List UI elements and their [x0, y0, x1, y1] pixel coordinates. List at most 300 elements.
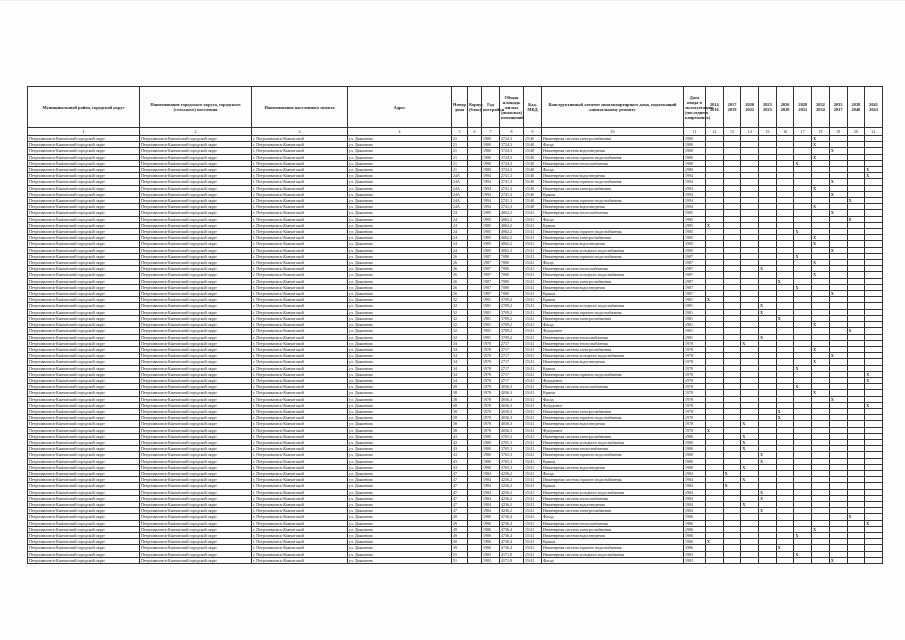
code-cell: 15/41: [524, 508, 542, 514]
year-cell: 1980: [482, 452, 500, 458]
period-cell: Х: [794, 533, 812, 539]
date-cell: 1980: [684, 160, 706, 166]
year-cell: 1980: [482, 167, 500, 173]
house-cell: 24А: [452, 204, 468, 210]
locality-cell: г. Петропавловск-Камчатский: [252, 328, 348, 334]
district-cell: Петропавловск-Камчатский городской округ: [28, 520, 140, 526]
settlement-cell: Петропавловск-Камчатский городской округ: [140, 384, 252, 390]
locality-cell: г. Петропавловск-Камчатский: [252, 384, 348, 390]
code-cell: 15/41: [524, 241, 542, 247]
locality-cell: г. Петропавловск-Камчатский: [252, 191, 348, 197]
house-cell: 38: [452, 402, 468, 408]
code-cell: 15/41: [524, 384, 542, 390]
district-cell: Петропавловск-Камчатский городской округ: [28, 216, 140, 222]
code-cell: 15/41: [524, 483, 542, 489]
district-cell: Петропавловск-Камчатский городской округ: [28, 315, 140, 321]
table-header: [28, 87, 883, 136]
date-cell: 1980: [684, 446, 706, 452]
area-cell: 3724,3: [500, 148, 524, 154]
period-cell: [865, 557, 883, 563]
settlement-cell: Петропавловск-Камчатский городской округ: [140, 154, 252, 160]
code-cell: 15/41: [524, 222, 542, 228]
column-header-12: 2014 2016: [706, 87, 724, 128]
locality-cell: г. Петропавловск-Камчатский: [252, 452, 348, 458]
period-cell: Х: [723, 470, 741, 476]
code-cell: 15/41: [524, 371, 542, 377]
area-cell: 3709,2: [500, 309, 524, 315]
code-cell: 15/41: [524, 489, 542, 495]
date-cell: 1978: [684, 402, 706, 408]
code-cell: 15/41: [524, 322, 542, 328]
code-cell: 15/40: [524, 191, 542, 197]
column-number-13: 13: [723, 128, 741, 136]
column-number-20: 20: [847, 128, 865, 136]
period-cell: Х: [741, 501, 759, 507]
period-cell: Х: [829, 148, 847, 154]
code-cell: 15/41: [524, 359, 542, 365]
street-cell: ул. Дьяконова: [348, 160, 452, 166]
year-cell: 1984: [482, 501, 500, 507]
street-cell: ул. Дьяконова: [348, 545, 452, 551]
area-cell: 2717: [500, 359, 524, 365]
period-cell: Х: [706, 297, 724, 303]
year-cell: 1978: [482, 371, 500, 377]
date-cell: 1981: [684, 328, 706, 334]
area-cell: 4062,2: [500, 222, 524, 228]
area-cell: 4171,8: [500, 551, 524, 557]
period-cell: Х: [759, 452, 777, 458]
element-cell: Инженерная система водоотведения: [542, 148, 684, 154]
code-cell: 15/41: [524, 464, 542, 470]
locality-cell: г. Петропавловск-Камчатский: [252, 346, 348, 352]
settlement-cell: Петропавловск-Камчатский городской округ: [140, 334, 252, 340]
street-cell: ул. Дьяконова: [348, 470, 452, 476]
period-cell: Х: [759, 309, 777, 315]
code-cell: 15/40: [524, 160, 542, 166]
settlement-cell: Петропавловск-Камчатский городской округ: [140, 204, 252, 210]
settlement-cell: Петропавловск-Камчатский городской округ: [140, 557, 252, 563]
year-cell: 1980: [482, 458, 500, 464]
year-cell: 1980: [482, 154, 500, 160]
date-cell: 1987: [684, 260, 706, 266]
settlement-cell: Петропавловск-Камчатский городской округ: [140, 390, 252, 396]
year-cell: 1978: [482, 396, 500, 402]
street-cell: ул. Дьяконова: [348, 309, 452, 315]
district-cell: Петропавловск-Камчатский городской округ: [28, 247, 140, 253]
element-cell: Крыша: [542, 390, 684, 396]
district-cell: Петропавловск-Камчатский городской округ: [28, 148, 140, 154]
period-cell: Х: [812, 235, 830, 241]
period-cell: Х: [829, 191, 847, 197]
period-cell: Х: [794, 160, 812, 166]
code-cell: 15/40: [524, 154, 542, 160]
locality-cell: г. Петропавловск-Камчатский: [252, 148, 348, 154]
element-cell: Инженерная система теплоснабжения: [542, 384, 684, 390]
locality-cell: г. Петропавловск-Камчатский: [252, 142, 348, 148]
house-cell: 24: [452, 229, 468, 235]
period-cell: Х: [812, 241, 830, 247]
district-cell: Петропавловск-Камчатский городской округ: [28, 483, 140, 489]
date-cell: 1985: [684, 229, 706, 235]
year-cell: 1978: [482, 340, 500, 346]
house-cell: 34: [452, 346, 468, 352]
year-cell: 1987: [482, 284, 500, 290]
period-cell: Х: [794, 551, 812, 557]
code-cell: 15/41: [524, 346, 542, 352]
settlement-cell: Петропавловск-Камчатский городской округ: [140, 477, 252, 483]
element-cell: Крыша: [542, 291, 684, 297]
district-cell: Петропавловск-Камчатский городской округ: [28, 235, 140, 241]
street-cell: ул. Дьяконова: [348, 446, 452, 452]
code-cell: 15/41: [524, 229, 542, 235]
locality-cell: г. Петропавловск-Камчатский: [252, 222, 348, 228]
period-cell: Х: [706, 539, 724, 545]
date-cell: 1978: [684, 365, 706, 371]
street-cell: ул. Дьяконова: [348, 334, 452, 340]
area-cell: 4236,2: [500, 495, 524, 501]
locality-cell: г. Петропавловск-Камчатский: [252, 402, 348, 408]
house-cell: 24: [452, 241, 468, 247]
date-cell: 1981: [684, 303, 706, 309]
street-cell: ул. Дьяконова: [348, 247, 452, 253]
locality-cell: г. Петропавловск-Камчатский: [252, 539, 348, 545]
locality-cell: г. Петропавловск-Камчатский: [252, 253, 348, 259]
locality-cell: г. Петропавловск-Камчатский: [252, 204, 348, 210]
district-cell: Петропавловск-Камчатский городской округ: [28, 359, 140, 365]
date-cell: 1981: [684, 297, 706, 303]
area-cell: 2741,3: [500, 198, 524, 204]
period-cell: Х: [812, 142, 830, 148]
district-cell: Петропавловск-Камчатский городской округ: [28, 377, 140, 383]
year-cell: 1994: [482, 191, 500, 197]
settlement-cell: Петропавловск-Камчатский городской округ: [140, 377, 252, 383]
street-cell: ул. Дьяконова: [348, 421, 452, 427]
settlement-cell: Петропавловск-Камчатский городской округ: [140, 508, 252, 514]
settlement-cell: Петропавловск-Камчатский городской округ: [140, 533, 252, 539]
year-cell: 1987: [482, 266, 500, 272]
code-cell: 15/41: [524, 421, 542, 427]
code-cell: 15/41: [524, 446, 542, 452]
house-cell: 38: [452, 390, 468, 396]
date-cell: 1984: [684, 508, 706, 514]
period-cell: [759, 557, 777, 563]
area-cell: 2741,3: [500, 185, 524, 191]
period-cell: Х: [776, 408, 794, 414]
column-header-20: 2038 2040: [847, 87, 865, 128]
area-cell: 3709,2: [500, 303, 524, 309]
date-cell: 1980: [684, 167, 706, 173]
period-cell: Х: [794, 284, 812, 290]
code-cell: 15/41: [524, 533, 542, 539]
district-cell: Петропавловск-Камчатский городской округ: [28, 408, 140, 414]
year-cell: 1978: [482, 359, 500, 365]
area-cell: 4062,2: [500, 216, 524, 222]
house-cell: 47: [452, 477, 468, 483]
settlement-cell: Петропавловск-Камчатский городской округ: [140, 198, 252, 204]
locality-cell: г. Петропавловск-Камчатский: [252, 396, 348, 402]
year-cell: 1978: [482, 365, 500, 371]
area-cell: 4062,2: [500, 247, 524, 253]
street-cell: ул. Дьяконова: [348, 222, 452, 228]
street-cell: ул. Дьяконова: [348, 303, 452, 309]
house-cell: 26: [452, 253, 468, 259]
district-cell: Петропавловск-Камчатский городской округ: [28, 421, 140, 427]
settlement-cell: Петропавловск-Камчатский городской округ: [140, 167, 252, 173]
house-cell: 24: [452, 210, 468, 216]
code-cell: 15/41: [524, 501, 542, 507]
street-cell: ул. Дьяконова: [348, 408, 452, 414]
street-cell: ул. Дьяконова: [348, 253, 452, 259]
house-cell: 26: [452, 291, 468, 297]
settlement-cell: Петропавловск-Камчатский городской округ: [140, 284, 252, 290]
street-cell: ул. Дьяконова: [348, 501, 452, 507]
district-cell: Петропавловск-Камчатский городской округ: [28, 551, 140, 557]
code-cell: 15/41: [524, 315, 542, 321]
year-cell: 1981: [482, 322, 500, 328]
street-cell: ул. Дьяконова: [348, 154, 452, 160]
year-cell: 1987: [482, 272, 500, 278]
settlement-cell: Петропавловск-Камчатский городской округ: [140, 272, 252, 278]
area-cell: 2717: [500, 377, 524, 383]
year-cell: 1983: [482, 557, 500, 563]
code-cell: 15/41: [524, 402, 542, 408]
period-cell: Х: [759, 489, 777, 495]
code-cell: 15/41: [524, 477, 542, 483]
district-cell: Петропавловск-Камчатский городской округ: [28, 297, 140, 303]
locality-cell: г. Петропавловск-Камчатский: [252, 173, 348, 179]
settlement-cell: Петропавловск-Камчатский городской округ: [140, 396, 252, 402]
column-header-17: 2029 2031: [794, 87, 812, 128]
date-cell: 1980: [684, 154, 706, 160]
period-cell: Х: [741, 464, 759, 470]
date-cell: 1984: [684, 489, 706, 495]
period-cell: Х: [759, 508, 777, 514]
code-cell: 15/40: [524, 167, 542, 173]
area-cell: 4036,3: [500, 421, 524, 427]
district-cell: Петропавловск-Камчатский городской округ: [28, 278, 140, 284]
date-cell: 1986: [684, 526, 706, 532]
locality-cell: г. Петропавловск-Камчатский: [252, 520, 348, 526]
code-cell: 15/41: [524, 377, 542, 383]
element-cell: Инженерная система водоотведения: [542, 501, 684, 507]
area-cell: 3765,3: [500, 464, 524, 470]
column-number-10: 10: [542, 128, 684, 136]
street-cell: ул. Дьяконова: [348, 427, 452, 433]
district-cell: Петропавловск-Камчатский городской округ: [28, 464, 140, 470]
house-cell: 38: [452, 415, 468, 421]
date-cell: 1985: [684, 235, 706, 241]
element-cell: Инженерная система горячего водоснабжения: [542, 309, 684, 315]
column-number-2: 2: [140, 128, 252, 136]
locality-cell: г. Петропавловск-Камчатский: [252, 533, 348, 539]
house-cell: 34: [452, 371, 468, 377]
area-cell: 3765,3: [500, 446, 524, 452]
area-cell: 3724,3: [500, 167, 524, 173]
house-cell: 26: [452, 278, 468, 284]
column-header-14: 2020 2022: [741, 87, 759, 128]
year-cell: 1981: [482, 303, 500, 309]
period-cell: Х: [794, 253, 812, 259]
locality-cell: г. Петропавловск-Камчатский: [252, 464, 348, 470]
code-cell: 15/41: [524, 334, 542, 340]
street-cell: ул. Дьяконова: [348, 284, 452, 290]
area-cell: 4236,2: [500, 489, 524, 495]
capital-repair-table: [27, 86, 883, 564]
column-number-7: 7: [482, 128, 500, 136]
date-cell: 1980: [684, 464, 706, 470]
element-cell: Фасад: [542, 167, 684, 173]
date-cell: 1981: [684, 322, 706, 328]
date-cell: 1978: [684, 359, 706, 365]
area-cell: 2717: [500, 340, 524, 346]
year-cell: 1994: [482, 204, 500, 210]
date-cell: 1994: [684, 179, 706, 185]
district-cell: Петропавловск-Камчатский городской округ: [28, 439, 140, 445]
code-cell: 15/41: [524, 284, 542, 290]
settlement-cell: Петропавловск-Камчатский городской округ: [140, 160, 252, 166]
street-cell: ул. Дьяконова: [348, 514, 452, 520]
element-cell: Инженерная система горячего водоснабжения: [542, 229, 684, 235]
code-cell: 15/41: [524, 458, 542, 464]
date-cell: 1987: [684, 291, 706, 297]
date-cell: 1983: [684, 557, 706, 563]
code-cell: 15/41: [524, 260, 542, 266]
element-cell: Крыша: [542, 191, 684, 197]
house-cell: 24: [452, 216, 468, 222]
element-cell: Фасад: [542, 322, 684, 328]
year-cell: 1985: [482, 247, 500, 253]
district-cell: Петропавловск-Камчатский городской округ: [28, 229, 140, 235]
element-cell: Инженерная система водоотведения: [542, 241, 684, 247]
column-number-4: 4: [348, 128, 452, 136]
date-cell: 1994: [684, 198, 706, 204]
area-cell: 4036,3: [500, 402, 524, 408]
area-cell: 4036,3: [500, 408, 524, 414]
column-header-7: Год постройки: [482, 87, 500, 128]
settlement-cell: Петропавловск-Камчатский городской округ: [140, 297, 252, 303]
element-cell: Фасад: [542, 260, 684, 266]
date-cell: 1978: [684, 390, 706, 396]
locality-cell: г. Петропавловск-Камчатский: [252, 421, 348, 427]
element-cell: Фасад: [542, 557, 684, 563]
district-cell: Петропавловск-Камчатский городской округ: [28, 284, 140, 290]
settlement-cell: Петропавловск-Камчатский городской округ: [140, 483, 252, 489]
element-cell: Инженерная система электроснабжения: [542, 346, 684, 352]
element-cell: Инженерная система горячего водоснабжения: [542, 545, 684, 551]
code-cell: 15/41: [524, 520, 542, 526]
locality-cell: г. Петропавловск-Камчатский: [252, 415, 348, 421]
date-cell: 1980: [684, 452, 706, 458]
settlement-cell: Петропавловск-Камчатский городской округ: [140, 142, 252, 148]
element-cell: Инженерная система водоотведения: [542, 533, 684, 539]
area-cell: 4736,4: [500, 545, 524, 551]
house-cell: 38: [452, 396, 468, 402]
code-cell: 15/40: [524, 148, 542, 154]
settlement-cell: Петропавловск-Камчатский городской округ: [140, 185, 252, 191]
element-cell: Крыша: [542, 483, 684, 489]
locality-cell: г. Петропавловск-Камчатский: [252, 433, 348, 439]
house-cell: 51: [452, 557, 468, 563]
area-cell: 7080: [500, 253, 524, 259]
code-cell: 15/41: [524, 452, 542, 458]
district-cell: Петропавловск-Камчатский городской округ: [28, 309, 140, 315]
element-cell: Инженерная система водоотведения: [542, 204, 684, 210]
column-header-3: Наименование населенного пункта: [252, 87, 348, 128]
district-cell: Петропавловск-Камчатский городской округ: [28, 526, 140, 532]
house-cell: 26: [452, 260, 468, 266]
district-cell: Петропавловск-Камчатский городской округ: [28, 458, 140, 464]
district-cell: Петропавловск-Камчатский городской округ: [28, 501, 140, 507]
locality-cell: г. Петропавловск-Камчатский: [252, 495, 348, 501]
element-cell: Инженерная система холодного водоснабжения: [542, 489, 684, 495]
house-cell: 32: [452, 322, 468, 328]
column-number-16: 16: [776, 128, 794, 136]
locality-cell: г. Петропавловск-Камчатский: [252, 235, 348, 241]
column-header-11: Дата ввода в эксплуатацию (последнего капремонта): [684, 87, 706, 128]
locality-cell: г. Петропавловск-Камчатский: [252, 167, 348, 173]
house-cell: 34: [452, 365, 468, 371]
column-number-9: 9: [524, 128, 542, 136]
area-cell: 2717: [500, 353, 524, 359]
area-cell: 3765,3: [500, 439, 524, 445]
year-cell: 1978: [482, 415, 500, 421]
code-cell: 15/41: [524, 415, 542, 421]
area-cell: 4062,2: [500, 241, 524, 247]
street-cell: ул. Дьяконова: [348, 346, 452, 352]
settlement-cell: Петропавловск-Камчатский городской округ: [140, 514, 252, 520]
settlement-cell: Петропавловск-Камчатский городской округ: [140, 539, 252, 545]
code-cell: 15/40: [524, 198, 542, 204]
date-cell: 1994: [684, 204, 706, 210]
year-cell: 1978: [482, 402, 500, 408]
period-cell: Х: [741, 446, 759, 452]
date-cell: 1978: [684, 427, 706, 433]
period-cell: Х: [812, 526, 830, 532]
element-cell: Инженерная система водоотведения: [542, 359, 684, 365]
year-cell: 1980: [482, 464, 500, 470]
locality-cell: г. Петропавловск-Камчатский: [252, 291, 348, 297]
area-cell: 3709,2: [500, 322, 524, 328]
area-cell: 4036,3: [500, 396, 524, 402]
period-cell: Х: [776, 315, 794, 321]
date-cell: 1981: [684, 315, 706, 321]
year-cell: 1984: [482, 483, 500, 489]
locality-cell: г. Петропавловск-Камчатский: [252, 526, 348, 532]
code-cell: 15/41: [524, 328, 542, 334]
locality-cell: г. Петропавловск-Камчатский: [252, 266, 348, 272]
date-cell: 1980: [684, 142, 706, 148]
locality-cell: г. Петропавловск-Камчатский: [252, 315, 348, 321]
element-cell: Крыша: [542, 539, 684, 545]
locality-cell: г. Петропавловск-Камчатский: [252, 297, 348, 303]
street-cell: ул. Дьяконова: [348, 167, 452, 173]
year-cell: 1984: [482, 489, 500, 495]
column-header-18: 2032 2034: [812, 87, 830, 128]
year-cell: 1986: [482, 545, 500, 551]
area-cell: 4236,2: [500, 470, 524, 476]
code-cell: 15/41: [524, 272, 542, 278]
date-cell: 1978: [684, 421, 706, 427]
code-cell: 15/41: [524, 278, 542, 284]
settlement-cell: Петропавловск-Камчатский городской округ: [140, 179, 252, 185]
street-cell: ул. Дьяконова: [348, 142, 452, 148]
district-cell: Петропавловск-Камчатский городской округ: [28, 346, 140, 352]
area-cell: 3709,2: [500, 297, 524, 303]
code-cell: 15/41: [524, 539, 542, 545]
street-cell: ул. Дьяконова: [348, 340, 452, 346]
period-cell: Х: [847, 198, 865, 204]
settlement-cell: Петропавловск-Камчатский городской округ: [140, 427, 252, 433]
